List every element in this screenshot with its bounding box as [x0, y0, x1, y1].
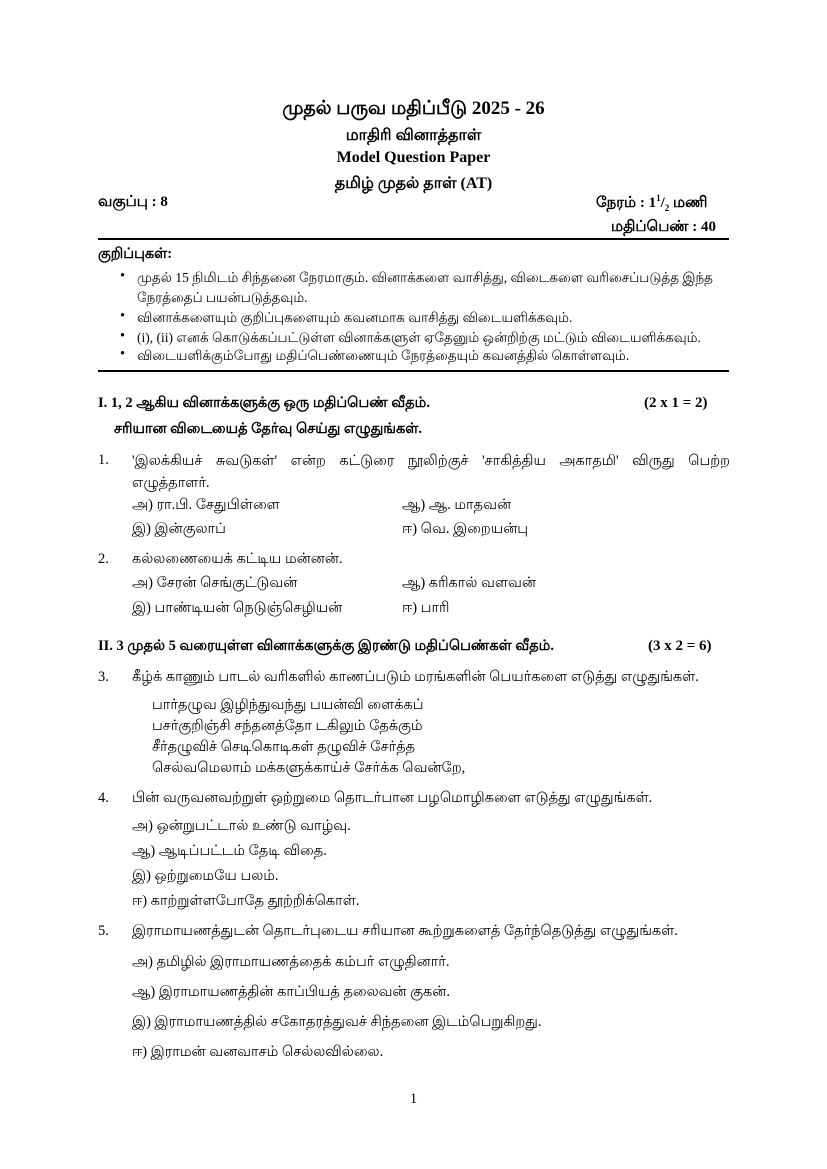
bullet-icon: • [120, 346, 126, 362]
q4-option-d: ஈ) காற்றுள்ளபோதே தூற்றிக்கொள். [132, 893, 360, 909]
q2-option-d: ஈ) பாரி [402, 600, 450, 616]
q4-text: பின் வருவனவற்றுள் ஒற்றுமை தொடர்பான பழமொழிகளை எடுத்து எழுதுங்கள். [132, 790, 653, 806]
q1-option-b: ஆ) ஆ. மாதவன் [402, 497, 512, 513]
q2-number: 2. [98, 551, 109, 567]
q3-text: கீழ்க் காணும் பாடல் வரிகளில் காணப்படும் மரங்களின் பெயர்களை எடுத்து எழுதுங்கள். [132, 669, 699, 685]
q5-text: இராமாயணத்துடன் தொடர்புடைய சரியான கூற்றுகளைத் தேர்ந்தெடுத்து எழுதுங்கள். [132, 923, 678, 939]
q3-poem-line: சீர்தழுவிச் செடிகொடிகள் தழுவிச் சேர்த்த [152, 739, 416, 755]
class-label: வகுப்பு : 8 [98, 194, 168, 210]
q3-poem-line: செல்வமெலாம் மக்களுக்காய்ச் சேர்க்க வென்றே, [152, 760, 466, 776]
time-label: நேரம் : $1^1/_2$ மணி [596, 193, 708, 213]
note-item [120, 328, 732, 348]
time-unit: மணி [669, 195, 708, 211]
q2-option-c: இ) பாண்டியன் நெடுஞ்செழியன் [132, 600, 343, 616]
q2-option-a: அ) சேரன் செங்குட்டுவன் [132, 575, 298, 591]
q5-number: 5. [98, 923, 109, 939]
paper-subtitle-english: Model Question Paper [336, 149, 491, 166]
paper-subject: தமிழ் முதல் தாள் (AT) [334, 175, 493, 192]
q4-option-c: இ) ஒற்றுமையே பலம். [132, 868, 279, 884]
note-text: முதல் 15 நிமிடம் சிந்தனை நேரமாகும். வினாக்களை வாசித்து, விடைகளை வரிசைப்படுத்த இந்த நேரத்தைப் பயன்படுத்தவும். [137, 270, 713, 305]
q5-option-b: ஆ) இராமாயணத்தின் காப்பியத் தலைவன் குகன். [132, 984, 450, 1000]
note-item [120, 346, 732, 366]
q1-number: 1. [98, 452, 109, 468]
q2-option-b: ஆ) கரிகால் வளவன் [402, 575, 536, 591]
q5-option-d: ஈ) இராமன் வனவாசம் செல்லவில்லை. [132, 1044, 384, 1060]
bullet-icon: • [120, 268, 126, 284]
notes-heading: குறிப்புகள்: [98, 246, 173, 262]
q3-poem-line: பார்தழுவ இழிந்துவந்து பயன்வி ளைக்கப் [152, 697, 424, 713]
section2-heading: II. 3 முதல் 5 வரையுள்ள வினாக்களுக்கு இரண்டு மதிப்பெண்கள் வீதம். [98, 638, 554, 654]
q4-number: 4. [98, 790, 109, 806]
bullet-icon: • [120, 308, 126, 324]
section1-heading: I. 1, 2 ஆகிய வினாக்களுக்கு ஒரு மதிப்பெண் வீதம். [98, 395, 430, 411]
section1-marks: (2 x 1 = 2) [644, 395, 708, 411]
note-item [120, 308, 732, 328]
q2-text: கல்லணையைக் கட்டிய மன்னன். [132, 551, 343, 567]
section1-instruction: சரியான விடையைத் தேர்வு செய்து எழுதுங்கள். [114, 421, 422, 437]
marks-label: மதிப்பெண் : 40 [611, 219, 716, 235]
time-sup: 1 [656, 193, 661, 203]
q3-number: 3. [98, 669, 109, 685]
q5-option-c: இ) இராமாயணத்தில் சகோதரத்துவச் சிந்தனை இடம்பெறுகிறது. [132, 1014, 542, 1030]
q5-option-a: அ) தமிழில் இராமாயணத்தைக் கம்பர் எழுதினார். [132, 954, 450, 970]
top-divider [98, 238, 729, 240]
q4-option-b: ஆ) ஆடிப்பட்டம் தேடி விதை. [132, 843, 327, 859]
page-number: 1 [409, 1091, 418, 1107]
q4-option-a: அ) ஒன்றுபட்டால் உண்டு வாழ்வு. [132, 818, 351, 834]
q1-line1: 'இலக்கியச் சுவடுகள்' என்ற கட்டுரை நூலிற்குச் 'சாகித்திய அகாதமி' விருது பெற்ற [132, 453, 730, 469]
paper-subtitle-tamil: மாதிரி வினாத்தாள் [345, 127, 482, 144]
q3-poem-line: பசர்குறிஞ்சி சந்தனத்தோ டகிலும் தேக்கும் [152, 718, 423, 734]
q1-option-c: இ) இன்குலாப் [132, 521, 226, 537]
paper-title: முதல் பருவ மதிப்பீடு 2025 - 26 [282, 98, 545, 119]
q1-text [132, 450, 730, 494]
time-sub: 2 [664, 203, 670, 213]
time-text: நேரம் : 1 [596, 195, 657, 211]
note-text: வினாக்களையும் குறிப்புகளையும் கவனமாக வாசித்து விடையளிக்கவும். [137, 310, 573, 325]
note-text: (i), (ii) எனக் கொடுக்கப்பட்டுள்ள வினாக்களுள் ஏதேனும் ஒன்றிற்கு மட்டும் விடையளிக்கவும். [137, 330, 701, 345]
bullet-icon: • [120, 328, 126, 344]
note-item [120, 268, 732, 308]
section2-marks: (3 x 2 = 6) [648, 638, 712, 654]
q1-option-a: அ) ரா.பி. சேதுபிள்ளை [132, 497, 280, 513]
q1-line2: எழுத்தாளர். [132, 475, 210, 491]
notes-divider [98, 370, 729, 372]
q1-option-d: ஈ) வெ. இறையன்பு [402, 521, 529, 537]
note-text: விடையளிக்கும்போது மதிப்பெண்ணையும் நேரத்தையும் கவனத்தில் கொள்ளவும். [137, 348, 630, 363]
